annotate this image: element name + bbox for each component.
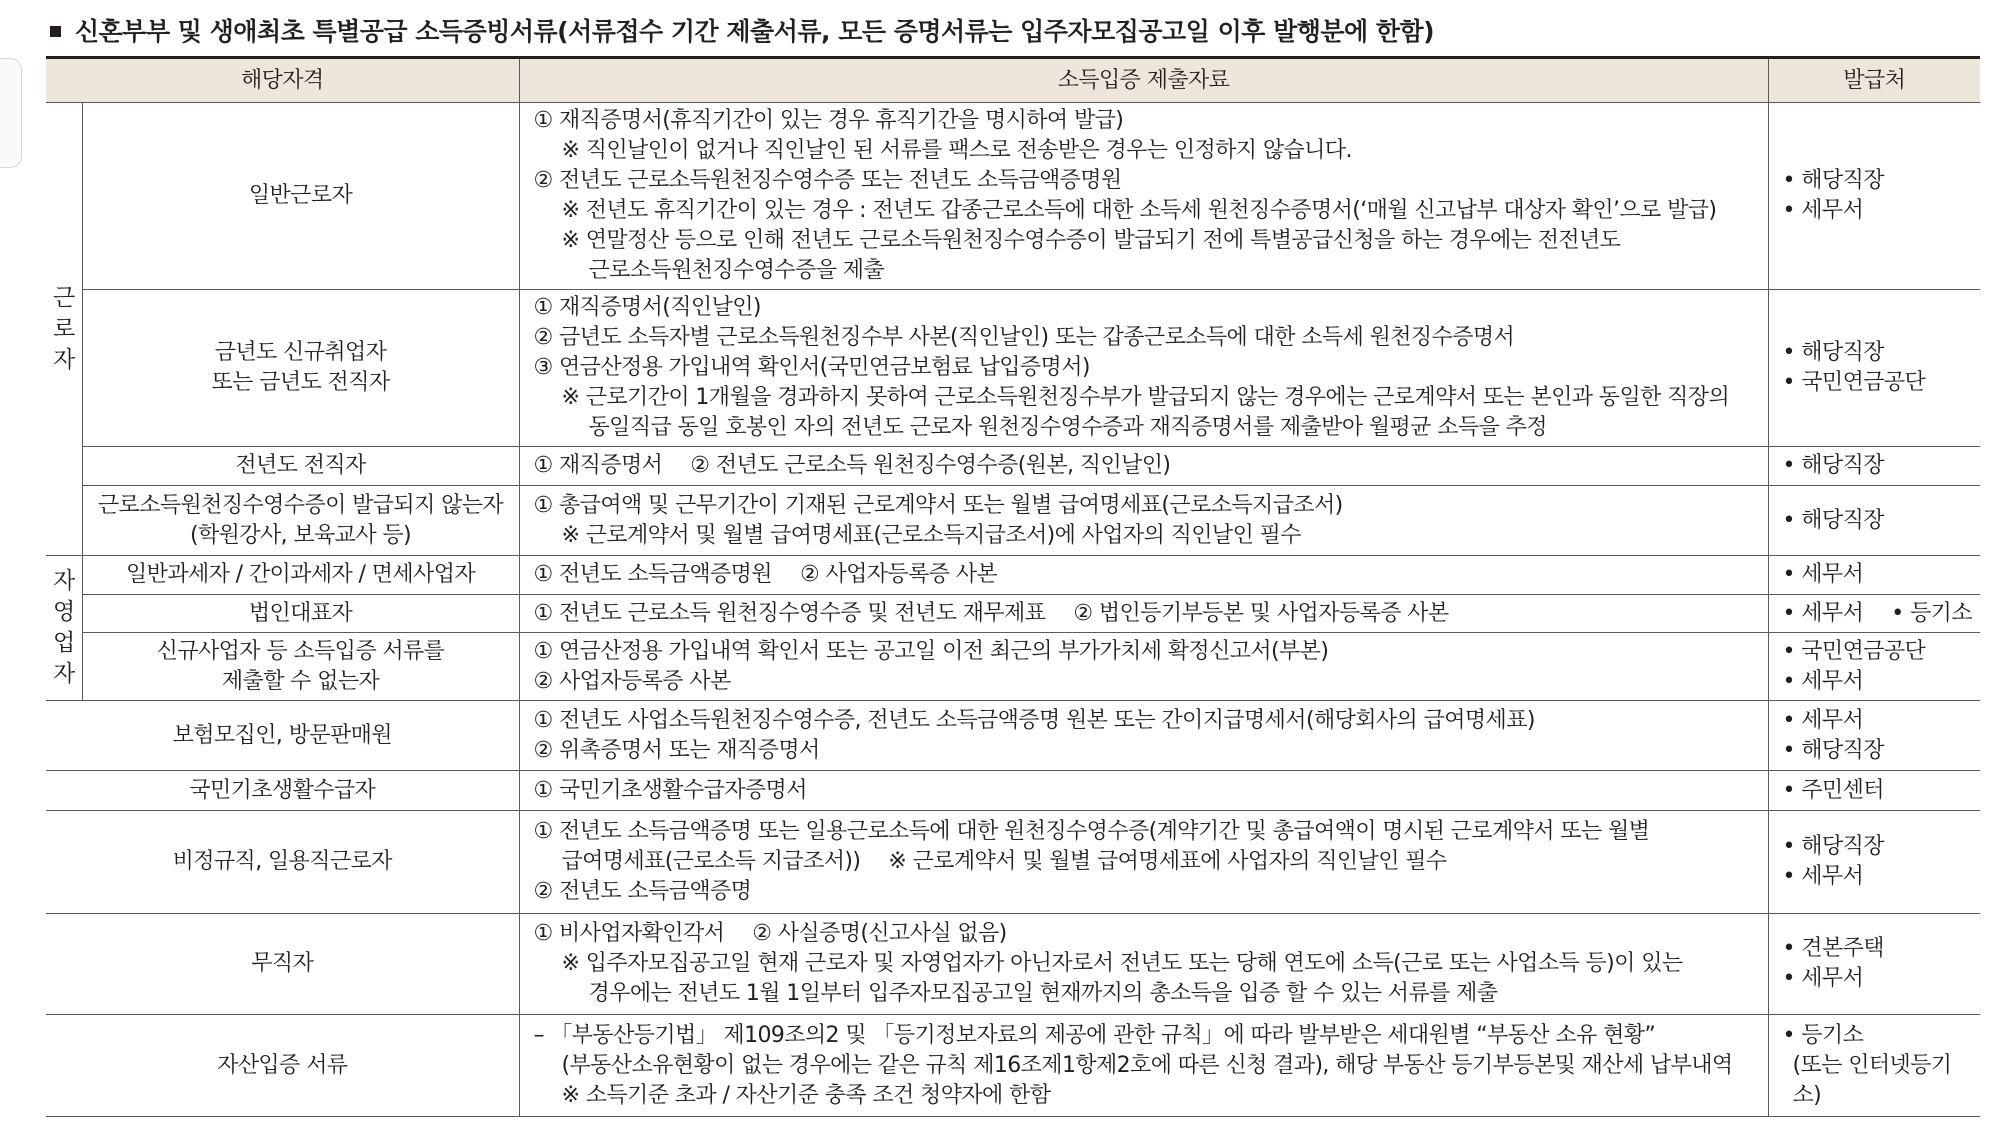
header-documents: 소득입증 제출자료	[519, 58, 1768, 103]
income-documents-table	[46, 56, 1980, 1117]
issuer-cell: • 등기소 (또는 인터넷등기소)	[1768, 1015, 1980, 1117]
table-row	[46, 595, 1980, 633]
table-row	[46, 771, 1980, 811]
table-row	[46, 486, 1980, 556]
documents-cell: ① 비사업자확인각서 ② 사실증명(신고사실 없음) ※ 입주자모집공고일 현재 근로자 및 자영업자가 아닌자로서 전년도 또는 당해 연도에 소득(근로 또는 사업소득 등)이 있는 경우에는 전년도 1월 1일부터 입주자모집공고일 현재까지의 총소득을 입증 할 수 있는 서류를 제출	[519, 914, 1768, 1015]
section-title-text: 신혼부부 및 생애최초 특별공급 소득증빙서류(서류접수 기간 제출서류, 모든 증명서류는 입주자모집공고일 이후 발행분에 한함)	[75, 17, 1435, 46]
issuer-cell: • 주민센터	[1768, 771, 1980, 811]
documents-cell: ① 국민기초생활수급자증명서	[519, 771, 1768, 811]
issuer-cell: • 세무서 • 등기소	[1768, 595, 1980, 633]
qualification-cell: 일반과세자 / 간이과세자 / 면세사업자	[82, 556, 519, 595]
table-row	[46, 1015, 1980, 1117]
qualification-cell: 전년도 전직자	[82, 447, 519, 486]
documents-cell: – 「부동산등기법」 제109조의2 및 「등기정보자료의 제공에 관한 규칙」에 따라 발부받은 세대원별 “부동산 소유 현황” (부동산소유현황이 없는 경우에는 같은 규칙 제16조제1항제2호에 따른 신청 결과), 해당 부동산 등기부등본및 재산세 납부내역 ※ 소득기준 초과 / 자산기준 충족 조건 청약자에 한함	[519, 1015, 1768, 1117]
table-row	[46, 633, 1980, 701]
table-row	[46, 556, 1980, 595]
table-row	[46, 447, 1980, 486]
qualification-cell: 일반근로자	[82, 103, 519, 290]
section-title	[50, 12, 1434, 48]
issuer-cell: • 세무서 • 해당직장	[1768, 701, 1980, 771]
issuer-cell: • 해당직장	[1768, 486, 1980, 556]
qualification-cell: 비정규직, 일용직근로자	[46, 811, 519, 914]
table-row	[46, 701, 1980, 771]
table-row	[46, 103, 1980, 290]
qualification-cell: 자산입증 서류	[46, 1015, 519, 1117]
documents-cell: ① 연금산정용 가입내역 확인서 또는 공고일 이전 최근의 부가가치세 확정신고서(부본) ② 사업자등록증 사본	[519, 633, 1768, 701]
qualification-cell: 법인대표자	[82, 595, 519, 633]
qualification-cell: 신규사업자 등 소득입증 서류를 제출할 수 없는자	[82, 633, 519, 701]
documents-cell: ① 총급여액 및 근무기간이 기재된 근로계약서 또는 월별 급여명세표(근로소득지급조서) ※ 근로계약서 및 월별 급여명세표(근로소득지급조서)에 사업자의 직인날인 필수	[519, 486, 1768, 556]
documents-cell: ① 전년도 사업소득원천징수영수증, 전년도 소득금액증명 원본 또는 간이지급명세서(해당회사의 급여명세표) ② 위촉증명서 또는 재직증명서	[519, 701, 1768, 771]
table-row	[46, 914, 1980, 1015]
issuer-cell: • 해당직장 • 세무서	[1768, 811, 1980, 914]
qualification-cell: 보험모집인, 방문판매원	[46, 701, 519, 771]
issuer-cell: • 세무서	[1768, 556, 1980, 595]
documents-cell: ① 전년도 소득금액증명 또는 일용근로소득에 대한 원천징수영수증(계약기간 및 총급여액이 명시된 근로계약서 또는 월별 급여명세표(근로소득 지급조서)) ※ 근로계약서 및 월별 급여명세표에 사업자의 직인날인 필수 ② 전년도 소득금액증명	[519, 811, 1768, 914]
header-issuer: 발급처	[1768, 58, 1980, 103]
category-worker: 근로자	[46, 103, 82, 556]
scroll-handle[interactable]	[0, 58, 22, 168]
header-qualification: 해당자격	[46, 58, 519, 103]
qualification-cell: 근로소득원천징수영수증이 발급되지 않는자 (학원강사, 보육교사 등)	[82, 486, 519, 556]
qualification-cell: 무직자	[46, 914, 519, 1015]
issuer-cell: • 해당직장	[1768, 447, 1980, 486]
table-header-row	[46, 58, 1980, 103]
documents-cell: ① 전년도 소득금액증명원 ② 사업자등록증 사본	[519, 556, 1768, 595]
issuer-cell: • 해당직장 • 국민연금공단	[1768, 290, 1980, 447]
documents-cell: ① 재직증명서(직인날인) ② 금년도 소득자별 근로소득원천징수부 사본(직인날인) 또는 갑종근로소득에 대한 소득세 원천징수증명서 ③ 연금산정용 가입내역 확인서(국민연금보험료 납입증명서) ※ 근로기간이 1개월을 경과하지 못하여 근로소득원천징수부가 발급되지 않는 경우에는 근로계약서 또는 본인과 동일한 직장의 동일직급 동일 호봉인 자의 전년도 근로자 원천징수영수증과 재직증명서를 제출받아 월평균 소득을 추정	[519, 290, 1768, 447]
qualification-cell: 금년도 신규취업자 또는 금년도 전직자	[82, 290, 519, 447]
qualification-cell: 국민기초생활수급자	[46, 771, 519, 811]
documents-cell: ① 전년도 근로소득 원천징수영수증 및 전년도 재무제표 ② 법인등기부등본 및 사업자등록증 사본	[519, 595, 1768, 633]
issuer-cell: • 해당직장 • 세무서	[1768, 103, 1980, 290]
issuer-cell: • 견본주택 • 세무서	[1768, 914, 1980, 1015]
issuer-cell: • 국민연금공단 • 세무서	[1768, 633, 1980, 701]
documents-cell: ① 재직증명서 ② 전년도 근로소득 원천징수영수증(원본, 직인날인)	[519, 447, 1768, 486]
table-row	[46, 811, 1980, 914]
category-self-employed: 자영업자	[46, 556, 82, 701]
table-row	[46, 290, 1980, 447]
documents-cell: ① 재직증명서(휴직기간이 있는 경우 휴직기간을 명시하여 발급) ※ 직인날인이 없거나 직인날인 된 서류를 팩스로 전송받은 경우는 인정하지 않습니다. ② 전년도 근로소득원천징수영수증 또는 전년도 소득금액증명원 ※ 전년도 휴직기간이 있는 경우 : 전년도 갑종근로소득에 대한 소득세 원천징수증명서(‘매월 신고납부 대상자 확인’으로 발급) ※ 연말정산 등으로 인해 전년도 근로소득원천징수영수증이 발급되기 전에 특별공급신청을 하는 경우에는 전전년도 근로소득원천징수영수증을 제출	[519, 103, 1768, 290]
square-bullet-icon	[50, 26, 61, 37]
